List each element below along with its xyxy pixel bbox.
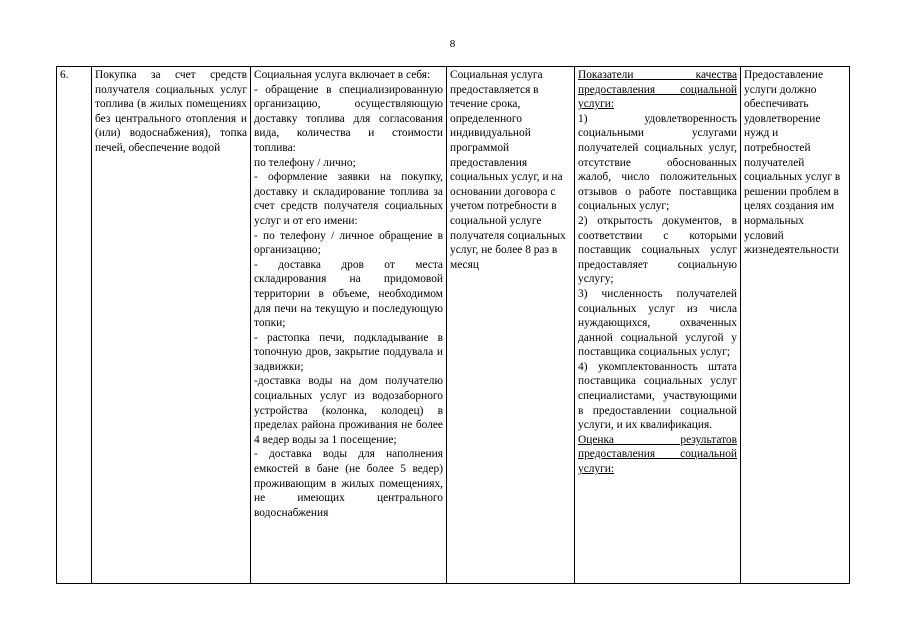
quality-heading: Показатели качества предоставления социальной услуги: [578, 69, 737, 111]
page-number: 8 [449, 38, 456, 50]
row-number-cell [57, 67, 92, 584]
service-timing-cell [447, 67, 575, 584]
service-name-cell [92, 67, 251, 584]
content-line: -доставка воды на дом получателю социальных услуг из водозаборного устройства (колонка, колодец) в пределах района проживания не более 4 ведер воды за 1 посещение; [254, 375, 443, 446]
content-line: - доставка воды для наполнения емкостей в бане (не более 5 ведер) проживающим в жилых помещениях, не имеющих центрального водоснабжения [254, 448, 443, 519]
social-services-table [56, 66, 850, 584]
service-timing: Социальная услуга предоставляется в течение срока, определенного индивидуальной программой предоставления социальных услуг, и на основании договора с учетом потребности в социальной услуге получателя социальных услуг, не более 8 раз в месяц [450, 69, 566, 271]
quality-item: 4) укомплектованность штата поставщика социальных услуг специалистами, участвующими в предоставлении социальной услуги, и их квалификация. [578, 360, 737, 432]
row-number: 6. [60, 69, 69, 81]
content-line: Социальная услуга включает в себя: [254, 69, 431, 81]
content-line: по телефону / лично; [254, 156, 356, 169]
service-name: Покупка за счет средств получателя социальных услуг топлива (в жилых помещениях без центрального отопления и (или) водоснабжения), топка печей, обеспечение водой [95, 69, 247, 154]
quality-item: 3) численность получателей социальных услуг из числа нуждающихся, охваченных данной социальной услугой у поставщика социальных услуг; [578, 287, 737, 359]
quality-item: 1) удовлетворенность социальными услугами получателей социальных услуг, отсутствие обоснованных жалоб, число положительных отзывов о работе поставщика социальных услуг; [578, 112, 737, 213]
conditions-cell [741, 67, 850, 584]
content-line: - доставка дров от места складирования на придомовой территории в объеме, необходимом для печи на текущую и последующую топки; [254, 258, 443, 330]
evaluation-heading: Оценка результатов предоставления социальной услуги: [578, 433, 737, 476]
content-line: - оформление заявки на покупку, доставку и складирование топлива за счет средств получателя социальных услуг и от его имени: [254, 171, 443, 227]
service-content-cell [251, 67, 447, 584]
quality-item: 2) открытость документов, в соответствии с которыми поставщик социальных услуг предоставляет социальную услугу; [578, 214, 737, 286]
table-row [57, 67, 850, 584]
content-line: - обращение в специализированную организацию, осуществляющую доставку топлива для согласования вида, количества и стоимости топлива: [254, 83, 443, 154]
content-line: - по телефону / личное обращение в организацию; [254, 229, 443, 257]
quality-indicators-cell [575, 67, 741, 584]
service-conditions: Предоставление услуги должно обеспечивать удовлетворение нужд и потребностей получателей социальных услуг в решении проблем в целях создания им нормальных условий жизнедеятельности [744, 69, 841, 257]
content-line: - растопка печи, подкладывание в топочную дров, закрытие поддувала и задвижки; [254, 331, 443, 373]
